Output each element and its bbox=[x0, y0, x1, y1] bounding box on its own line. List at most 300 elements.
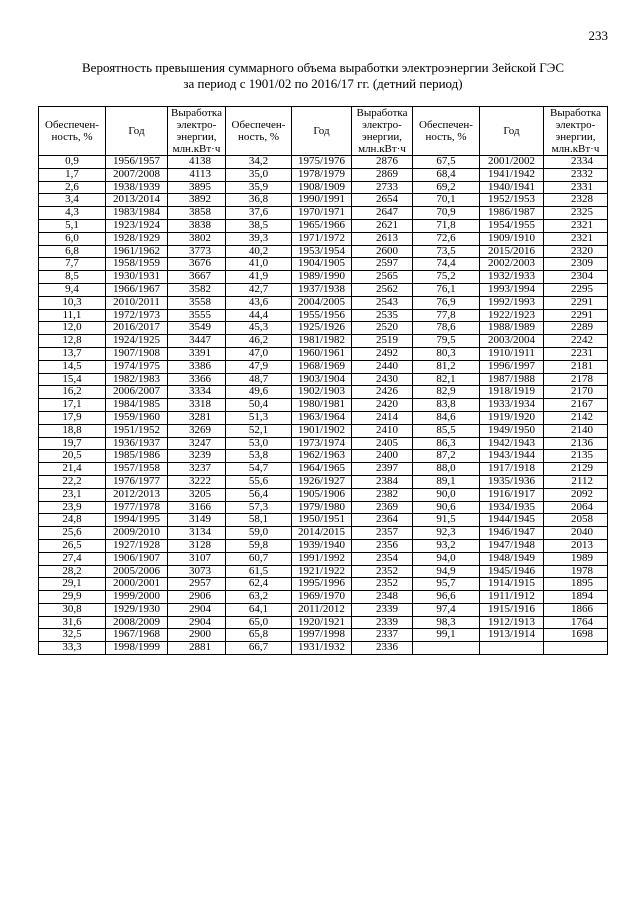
output-cell: 3247 bbox=[168, 437, 226, 450]
output-cell: 2414 bbox=[352, 411, 413, 424]
year-cell: 1995/1996 bbox=[292, 578, 352, 591]
table-row bbox=[39, 373, 608, 386]
table-row bbox=[39, 283, 608, 296]
output-cell: 2900 bbox=[168, 629, 226, 642]
output-cell: 2369 bbox=[352, 501, 413, 514]
probability-cell: 58,1 bbox=[226, 514, 292, 527]
probability-cell: 87,2 bbox=[413, 450, 480, 463]
year-cell: 1921/1922 bbox=[292, 565, 352, 578]
probability-cell: 79,5 bbox=[413, 335, 480, 348]
probability-cell: 90,0 bbox=[413, 488, 480, 501]
year-cell: 1901/1902 bbox=[292, 424, 352, 437]
probability-cell: 49,6 bbox=[226, 386, 292, 399]
probability-cell: 96,6 bbox=[413, 591, 480, 604]
year-cell: 1923/1924 bbox=[106, 219, 168, 232]
year-cell: 1922/1923 bbox=[480, 309, 544, 322]
year-cell: 1952/1953 bbox=[480, 194, 544, 207]
output-cell: 1698 bbox=[544, 629, 608, 642]
probability-cell: 89,1 bbox=[413, 475, 480, 488]
output-cell: 3073 bbox=[168, 565, 226, 578]
output-cell: 4138 bbox=[168, 156, 226, 169]
table-row bbox=[39, 296, 608, 309]
table-row bbox=[39, 616, 608, 629]
probability-cell: 53,0 bbox=[226, 437, 292, 450]
table-row bbox=[39, 386, 608, 399]
output-cell: 1866 bbox=[544, 603, 608, 616]
probability-cell: 51,3 bbox=[226, 411, 292, 424]
output-cell: 2231 bbox=[544, 347, 608, 360]
output-cell: 3549 bbox=[168, 322, 226, 335]
year-cell: 1972/1973 bbox=[106, 309, 168, 322]
probability-cell: 17,9 bbox=[39, 411, 106, 424]
output-cell: 2129 bbox=[544, 463, 608, 476]
probability-cell: 24,8 bbox=[39, 514, 106, 527]
year-cell: 1936/1937 bbox=[106, 437, 168, 450]
table-row bbox=[39, 258, 608, 271]
output-cell: 3205 bbox=[168, 488, 226, 501]
output-cell: 2064 bbox=[544, 501, 608, 514]
year-cell: 1953/1954 bbox=[292, 245, 352, 258]
output-cell: 2654 bbox=[352, 194, 413, 207]
year-cell: 1910/1911 bbox=[480, 347, 544, 360]
year-cell: 2008/2009 bbox=[106, 616, 168, 629]
probability-cell: 47,9 bbox=[226, 360, 292, 373]
table-row bbox=[39, 552, 608, 565]
year-cell: 1961/1962 bbox=[106, 245, 168, 258]
year-cell: 1949/1950 bbox=[480, 424, 544, 437]
output-cell: 2058 bbox=[544, 514, 608, 527]
year-cell: 1975/1976 bbox=[292, 156, 352, 169]
output-cell: 2348 bbox=[352, 591, 413, 604]
output-cell: 2904 bbox=[168, 616, 226, 629]
output-cell: 2170 bbox=[544, 386, 608, 399]
year-cell: 1964/1965 bbox=[292, 463, 352, 476]
probability-cell: 86,3 bbox=[413, 437, 480, 450]
output-cell: 2092 bbox=[544, 488, 608, 501]
probability-cell: 16,2 bbox=[39, 386, 106, 399]
output-cell: 2364 bbox=[352, 514, 413, 527]
title-line-2: за период с 1901/02 по 2016/17 гг. (детний период) bbox=[183, 76, 463, 91]
output-cell: 3318 bbox=[168, 399, 226, 412]
year-cell: 1950/1951 bbox=[292, 514, 352, 527]
year-cell: 1985/1986 bbox=[106, 450, 168, 463]
table-row bbox=[39, 501, 608, 514]
probability-cell: 4,3 bbox=[39, 207, 106, 220]
year-cell: 1926/1927 bbox=[292, 475, 352, 488]
year-cell: 1960/1961 bbox=[292, 347, 352, 360]
year-cell: 1906/1907 bbox=[106, 552, 168, 565]
output-cell: 3269 bbox=[168, 424, 226, 437]
probability-cell: 62,4 bbox=[226, 578, 292, 591]
output-cell: 2733 bbox=[352, 181, 413, 194]
year-cell: 2006/2007 bbox=[106, 386, 168, 399]
probability-cell: 85,5 bbox=[413, 424, 480, 437]
output-cell: 4113 bbox=[168, 168, 226, 181]
table-row bbox=[39, 437, 608, 450]
year-cell: 1943/1944 bbox=[480, 450, 544, 463]
probability-cell: 70,1 bbox=[413, 194, 480, 207]
year-cell: 2016/2017 bbox=[106, 322, 168, 335]
probability-cell: 82,9 bbox=[413, 386, 480, 399]
output-cell: 2600 bbox=[352, 245, 413, 258]
table-row bbox=[39, 245, 608, 258]
probability-cell: 12,0 bbox=[39, 322, 106, 335]
year-cell: 2010/2011 bbox=[106, 296, 168, 309]
year-cell: 1930/1931 bbox=[106, 271, 168, 284]
probability-cell: 68,4 bbox=[413, 168, 480, 181]
probability-cell: 59,8 bbox=[226, 539, 292, 552]
year-cell: 1979/1980 bbox=[292, 501, 352, 514]
year-cell: 1996/1997 bbox=[480, 360, 544, 373]
year-cell: 1992/1993 bbox=[480, 296, 544, 309]
year-cell: 1948/1949 bbox=[480, 552, 544, 565]
probability-cell: 42,7 bbox=[226, 283, 292, 296]
table-row bbox=[39, 181, 608, 194]
output-cell: 2543 bbox=[352, 296, 413, 309]
output-cell: 3858 bbox=[168, 207, 226, 220]
output-cell: 1978 bbox=[544, 565, 608, 578]
probability-cell: 45,3 bbox=[226, 322, 292, 335]
probability-cell: 94,9 bbox=[413, 565, 480, 578]
probability-cell: 56,4 bbox=[226, 488, 292, 501]
probability-cell: 29,1 bbox=[39, 578, 106, 591]
table-row bbox=[39, 424, 608, 437]
year-cell: 1977/1978 bbox=[106, 501, 168, 514]
table-body bbox=[39, 156, 608, 655]
year-cell: 1956/1957 bbox=[106, 156, 168, 169]
output-cell: 2357 bbox=[352, 527, 413, 540]
output-cell: 2520 bbox=[352, 322, 413, 335]
output-cell: 2384 bbox=[352, 475, 413, 488]
year-cell: 1928/1929 bbox=[106, 232, 168, 245]
probability-cell: 43,6 bbox=[226, 296, 292, 309]
output-cell: 2492 bbox=[352, 347, 413, 360]
probability-cell: 55,6 bbox=[226, 475, 292, 488]
year-cell: 1924/1925 bbox=[106, 335, 168, 348]
output-cell: 2167 bbox=[544, 399, 608, 412]
output-cell: 2337 bbox=[352, 629, 413, 642]
output-cell: 2291 bbox=[544, 296, 608, 309]
year-cell: 1981/1982 bbox=[292, 335, 352, 348]
output-cell: 2535 bbox=[352, 309, 413, 322]
year-cell: 1957/1958 bbox=[106, 463, 168, 476]
output-cell: 2242 bbox=[544, 335, 608, 348]
probability-cell: 76,1 bbox=[413, 283, 480, 296]
output-cell: 2876 bbox=[352, 156, 413, 169]
output-cell: 2135 bbox=[544, 450, 608, 463]
year-cell: 1911/1912 bbox=[480, 591, 544, 604]
year-cell: 1942/1943 bbox=[480, 437, 544, 450]
year-cell: 1970/1971 bbox=[292, 207, 352, 220]
year-cell: 2013/2014 bbox=[106, 194, 168, 207]
year-cell: 1955/1956 bbox=[292, 309, 352, 322]
year-cell: 1986/1987 bbox=[480, 207, 544, 220]
table-row bbox=[39, 219, 608, 232]
year-cell: 1987/1988 bbox=[480, 373, 544, 386]
table-row bbox=[39, 591, 608, 604]
output-cell: 2354 bbox=[352, 552, 413, 565]
table-row bbox=[39, 642, 608, 655]
output-cell: 2339 bbox=[352, 603, 413, 616]
output-cell: 2309 bbox=[544, 258, 608, 271]
output-cell: 2136 bbox=[544, 437, 608, 450]
output-cell: 3128 bbox=[168, 539, 226, 552]
probability-cell: 18,8 bbox=[39, 424, 106, 437]
year-cell: 1946/1947 bbox=[480, 527, 544, 540]
probability-cell: 41,9 bbox=[226, 271, 292, 284]
probability-cell: 40,2 bbox=[226, 245, 292, 258]
year-cell: 2007/2008 bbox=[106, 168, 168, 181]
year-cell: 1929/1930 bbox=[106, 603, 168, 616]
probability-cell: 91,5 bbox=[413, 514, 480, 527]
header-output-3: Выработка электро-энергии, млн.кВт·ч bbox=[544, 107, 608, 156]
probability-cell: 67,5 bbox=[413, 156, 480, 169]
output-cell: 2328 bbox=[544, 194, 608, 207]
output-cell: 2869 bbox=[352, 168, 413, 181]
output-cell: 3895 bbox=[168, 181, 226, 194]
output-cell: 2881 bbox=[168, 642, 226, 655]
year-cell: 1963/1964 bbox=[292, 411, 352, 424]
probability-cell: 98,3 bbox=[413, 616, 480, 629]
year-cell: 1998/1999 bbox=[106, 642, 168, 655]
document-title bbox=[38, 60, 608, 92]
header-probability-2: Обеспечен-ность, % bbox=[226, 107, 292, 156]
year-cell: 1907/1908 bbox=[106, 347, 168, 360]
output-cell: 2040 bbox=[544, 527, 608, 540]
probability-table bbox=[38, 106, 608, 655]
probability-cell: 59,0 bbox=[226, 527, 292, 540]
probability-cell: 52,1 bbox=[226, 424, 292, 437]
year-cell: 1999/2000 bbox=[106, 591, 168, 604]
probability-cell: 20,5 bbox=[39, 450, 106, 463]
probability-cell: 6,8 bbox=[39, 245, 106, 258]
output-cell: 2178 bbox=[544, 373, 608, 386]
output-cell: 3447 bbox=[168, 335, 226, 348]
probability-cell: 23,1 bbox=[39, 488, 106, 501]
probability-cell: 78,6 bbox=[413, 322, 480, 335]
probability-cell: 65,8 bbox=[226, 629, 292, 642]
probability-cell: 64,1 bbox=[226, 603, 292, 616]
probability-cell: 99,1 bbox=[413, 629, 480, 642]
year-cell: 1933/1934 bbox=[480, 399, 544, 412]
table-row bbox=[39, 578, 608, 591]
year-cell: 1954/1955 bbox=[480, 219, 544, 232]
probability-cell: 47,0 bbox=[226, 347, 292, 360]
probability-cell: 92,3 bbox=[413, 527, 480, 540]
year-cell: 1919/1920 bbox=[480, 411, 544, 424]
probability-cell: 61,5 bbox=[226, 565, 292, 578]
output-cell: 2332 bbox=[544, 168, 608, 181]
output-cell: 3149 bbox=[168, 514, 226, 527]
year-cell: 2011/2012 bbox=[292, 603, 352, 616]
table-row bbox=[39, 156, 608, 169]
table-row bbox=[39, 514, 608, 527]
output-cell: 3676 bbox=[168, 258, 226, 271]
probability-cell: 83,8 bbox=[413, 399, 480, 412]
year-cell: 1925/1926 bbox=[292, 322, 352, 335]
output-cell: 3838 bbox=[168, 219, 226, 232]
probability-cell: 75,2 bbox=[413, 271, 480, 284]
table-row bbox=[39, 232, 608, 245]
year-cell: 1976/1977 bbox=[106, 475, 168, 488]
year-cell: 1993/1994 bbox=[480, 283, 544, 296]
year-cell: 1966/1967 bbox=[106, 283, 168, 296]
header-year-2: Год bbox=[292, 107, 352, 156]
year-cell: 1983/1984 bbox=[106, 207, 168, 220]
probability-cell: 5,1 bbox=[39, 219, 106, 232]
probability-cell: 21,4 bbox=[39, 463, 106, 476]
table-header-row bbox=[39, 107, 608, 156]
output-cell: 2430 bbox=[352, 373, 413, 386]
year-cell: 1939/1940 bbox=[292, 539, 352, 552]
header-probability-3: Обеспечен-ность, % bbox=[413, 107, 480, 156]
probability-cell: 15,4 bbox=[39, 373, 106, 386]
output-cell: 3334 bbox=[168, 386, 226, 399]
year-cell: 1974/1975 bbox=[106, 360, 168, 373]
output-cell: 3222 bbox=[168, 475, 226, 488]
probability-cell: 7,7 bbox=[39, 258, 106, 271]
probability-cell bbox=[413, 642, 480, 655]
probability-cell: 32,5 bbox=[39, 629, 106, 642]
output-cell: 2957 bbox=[168, 578, 226, 591]
year-cell: 1935/1936 bbox=[480, 475, 544, 488]
header-year-3: Год bbox=[480, 107, 544, 156]
output-cell: 2647 bbox=[352, 207, 413, 220]
output-cell: 2906 bbox=[168, 591, 226, 604]
year-cell: 1997/1998 bbox=[292, 629, 352, 642]
year-cell: 1990/1991 bbox=[292, 194, 352, 207]
year-cell: 1984/1985 bbox=[106, 399, 168, 412]
probability-cell: 71,8 bbox=[413, 219, 480, 232]
output-cell: 2320 bbox=[544, 245, 608, 258]
probability-cell: 12,8 bbox=[39, 335, 106, 348]
year-cell: 1932/1933 bbox=[480, 271, 544, 284]
output-cell: 2181 bbox=[544, 360, 608, 373]
probability-cell: 9,4 bbox=[39, 283, 106, 296]
probability-cell: 25,6 bbox=[39, 527, 106, 540]
output-cell bbox=[544, 642, 608, 655]
output-cell: 2289 bbox=[544, 322, 608, 335]
probability-cell: 29,9 bbox=[39, 591, 106, 604]
year-cell: 1994/1995 bbox=[106, 514, 168, 527]
output-cell: 1989 bbox=[544, 552, 608, 565]
probability-cell: 65,0 bbox=[226, 616, 292, 629]
year-cell: 1903/1904 bbox=[292, 373, 352, 386]
output-cell: 2295 bbox=[544, 283, 608, 296]
probability-cell: 11,1 bbox=[39, 309, 106, 322]
year-cell: 1968/1969 bbox=[292, 360, 352, 373]
table-row bbox=[39, 347, 608, 360]
probability-cell: 31,6 bbox=[39, 616, 106, 629]
probability-cell: 39,3 bbox=[226, 232, 292, 245]
year-cell: 1969/1970 bbox=[292, 591, 352, 604]
output-cell: 2142 bbox=[544, 411, 608, 424]
probability-cell: 22,2 bbox=[39, 475, 106, 488]
year-cell: 1988/1989 bbox=[480, 322, 544, 335]
output-cell: 3237 bbox=[168, 463, 226, 476]
header-output-2: Выработка электро-энергии, млн.кВт·ч bbox=[352, 107, 413, 156]
year-cell: 1938/1939 bbox=[106, 181, 168, 194]
output-cell: 3667 bbox=[168, 271, 226, 284]
output-cell: 2397 bbox=[352, 463, 413, 476]
output-cell: 2519 bbox=[352, 335, 413, 348]
probability-cell: 10,3 bbox=[39, 296, 106, 309]
year-cell bbox=[480, 642, 544, 655]
output-cell: 2904 bbox=[168, 603, 226, 616]
output-cell: 2400 bbox=[352, 450, 413, 463]
year-cell: 1991/1992 bbox=[292, 552, 352, 565]
output-cell: 2112 bbox=[544, 475, 608, 488]
year-cell: 1913/1914 bbox=[480, 629, 544, 642]
year-cell: 1958/1959 bbox=[106, 258, 168, 271]
output-cell: 3555 bbox=[168, 309, 226, 322]
output-cell: 3166 bbox=[168, 501, 226, 514]
output-cell: 2420 bbox=[352, 399, 413, 412]
year-cell: 1940/1941 bbox=[480, 181, 544, 194]
probability-cell: 60,7 bbox=[226, 552, 292, 565]
probability-cell: 50,4 bbox=[226, 399, 292, 412]
probability-cell: 35,9 bbox=[226, 181, 292, 194]
year-cell: 1971/1972 bbox=[292, 232, 352, 245]
output-cell: 2339 bbox=[352, 616, 413, 629]
probability-cell: 6,0 bbox=[39, 232, 106, 245]
year-cell: 1973/1974 bbox=[292, 437, 352, 450]
output-cell: 3773 bbox=[168, 245, 226, 258]
year-cell: 1945/1946 bbox=[480, 565, 544, 578]
table-row bbox=[39, 309, 608, 322]
table-row bbox=[39, 463, 608, 476]
probability-cell: 88,0 bbox=[413, 463, 480, 476]
year-cell: 1951/1952 bbox=[106, 424, 168, 437]
probability-cell: 80,3 bbox=[413, 347, 480, 360]
output-cell: 2321 bbox=[544, 219, 608, 232]
table-row bbox=[39, 539, 608, 552]
year-cell: 2003/2004 bbox=[480, 335, 544, 348]
year-cell: 1904/1905 bbox=[292, 258, 352, 271]
year-cell: 1937/1938 bbox=[292, 283, 352, 296]
table-row bbox=[39, 335, 608, 348]
probability-cell: 28,2 bbox=[39, 565, 106, 578]
output-cell: 1894 bbox=[544, 591, 608, 604]
header-year-1: Год bbox=[106, 107, 168, 156]
output-cell: 2565 bbox=[352, 271, 413, 284]
year-cell: 1908/1909 bbox=[292, 181, 352, 194]
year-cell: 1927/1928 bbox=[106, 539, 168, 552]
output-cell: 2336 bbox=[352, 642, 413, 655]
year-cell: 1916/1917 bbox=[480, 488, 544, 501]
probability-cell: 37,6 bbox=[226, 207, 292, 220]
probability-cell: 97,4 bbox=[413, 603, 480, 616]
probability-cell: 44,4 bbox=[226, 309, 292, 322]
probability-cell: 54,7 bbox=[226, 463, 292, 476]
output-cell: 3134 bbox=[168, 527, 226, 540]
header-output-1: Выработка электро-энергии, млн.кВт·ч bbox=[168, 107, 226, 156]
output-cell: 2013 bbox=[544, 539, 608, 552]
probability-cell: 38,5 bbox=[226, 219, 292, 232]
probability-cell: 13,7 bbox=[39, 347, 106, 360]
year-cell: 1909/1910 bbox=[480, 232, 544, 245]
year-cell: 1965/1966 bbox=[292, 219, 352, 232]
probability-cell: 94,0 bbox=[413, 552, 480, 565]
probability-cell: 90,6 bbox=[413, 501, 480, 514]
year-cell: 2004/2005 bbox=[292, 296, 352, 309]
output-cell: 3239 bbox=[168, 450, 226, 463]
table-row bbox=[39, 475, 608, 488]
probability-cell: 93,2 bbox=[413, 539, 480, 552]
probability-cell: 34,2 bbox=[226, 156, 292, 169]
year-cell: 1920/1921 bbox=[292, 616, 352, 629]
probability-cell: 26,5 bbox=[39, 539, 106, 552]
